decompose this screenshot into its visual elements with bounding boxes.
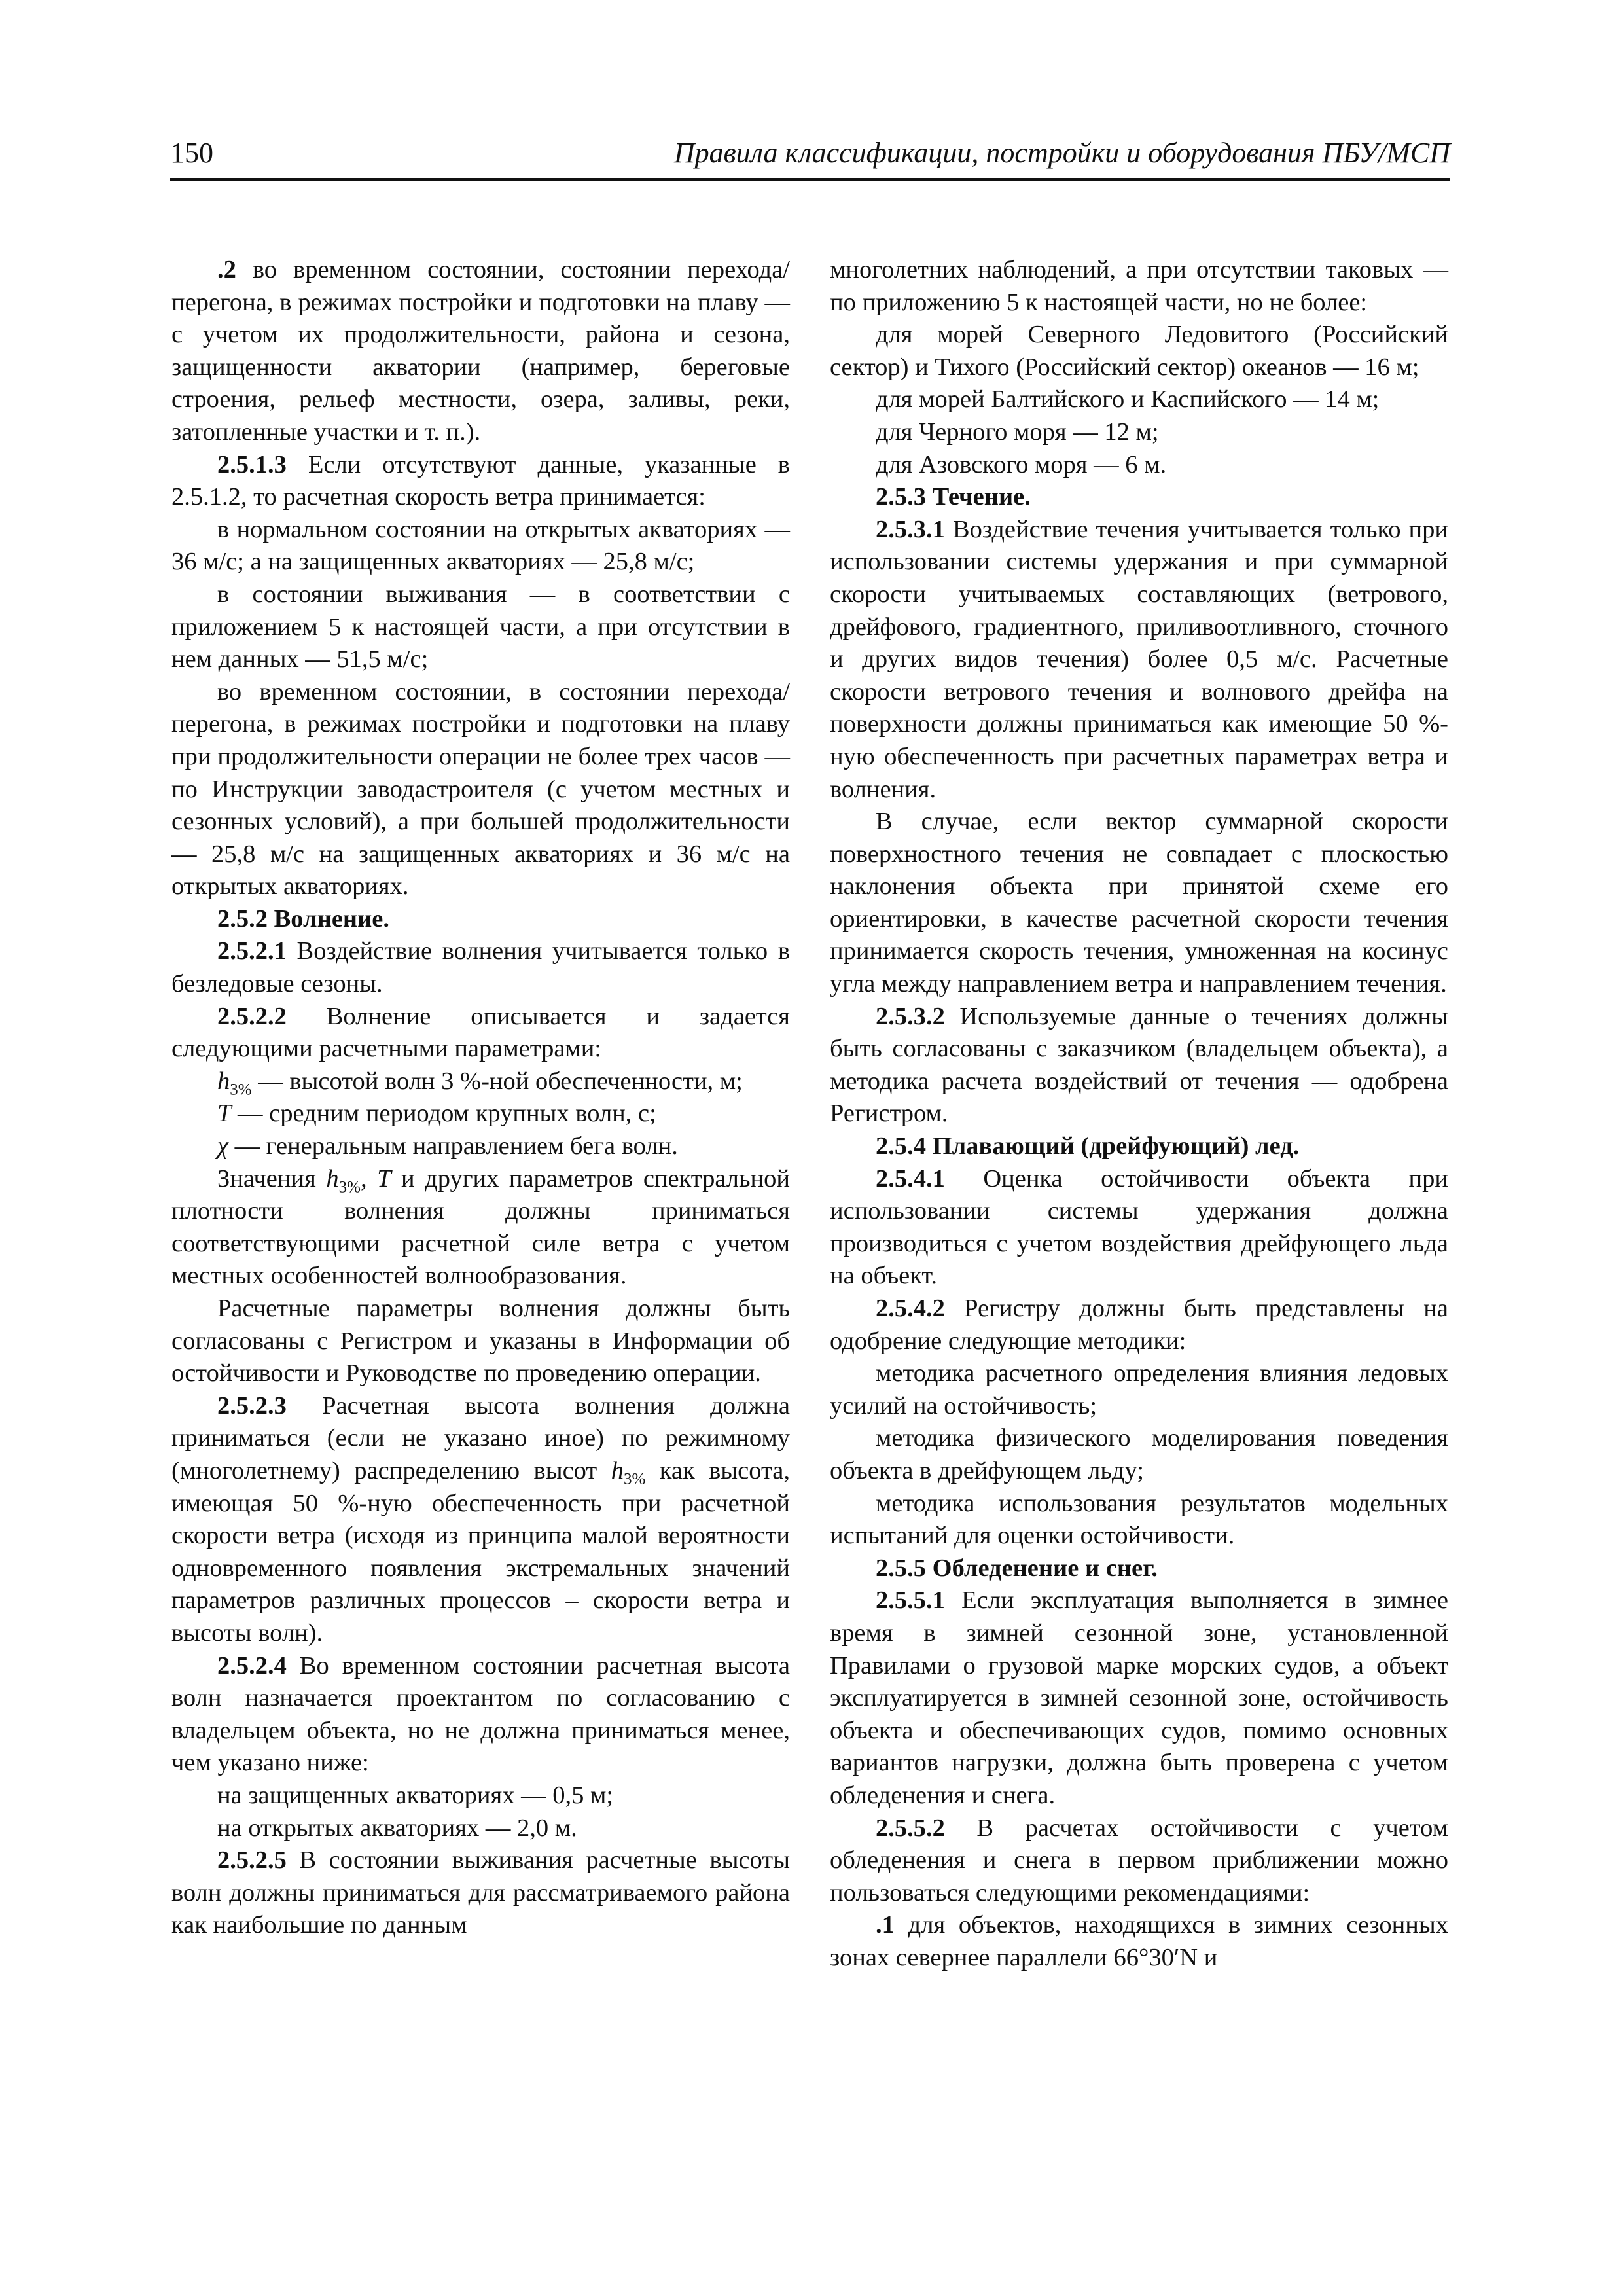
paragraph: в нормальном состоянии на открытых акваториях — 36 м/с; а на защищенных акваториях — 25,8 м/с;	[171, 515, 790, 576]
list-item: методика физического моделирования поведения объекта в дрейфующем льду;	[830, 1424, 1448, 1484]
list-item: для морей Балтийского и Каспийского — 14 м;	[876, 386, 1380, 414]
paragraph: во временном состоянии, в состоянии перехода/перегона, в режимах постройки и подготовки на плаву при продолжительности операции не более трех часов — по Инструкции заводастроителя (с учетом местных и сезонных условий), а при большей продолжительности — 25,8 м/с на защищенных акваториях и 36 м/с на открытых акваториях.	[171, 677, 790, 901]
paragraph: 2.5.1.3 Если отсутствуют данные, указанные в 2.5.1.2, то расчетная скорость ветра принимается:	[171, 450, 790, 511]
paragraph: 2.5.2.4 Во временном состоянии расчетная высота волн назначается проектантом по согласованию с владельцем объекта, но не должна приниматься менее, чем указано ниже:	[171, 1651, 790, 1777]
page-number: 150	[170, 137, 213, 169]
paragraph: 2.5.2.2 Волнение описывается и задается следующими расчетными параметрами:	[171, 1002, 790, 1063]
section-heading: 2.5.4 Плавающий (дрейфующий) лед.	[876, 1132, 1300, 1160]
section-heading: 2.5.3 Течение.	[876, 483, 1031, 511]
paragraph: в состоянии выживания — в соответствии с приложением 5 к настоящей части, а при отсутствии в нем данных — 51,5 м/с;	[171, 580, 790, 673]
paragraph: 2.5.3.2 Используемые данные о течениях должны быть согласованы с заказчиком (владельцем объекта), а методика расчета воздействий от течения — одобрена Регистром.	[830, 1002, 1448, 1128]
paragraph: В случае, если вектор суммарной скорости поверхностного течения не совпадает с плоскостью наклонения объекта при принятой схеме его ориентировки, в качестве расчетной скорости течения принимается скорость течения, умноженная на косинус угла между направлением ветра и направлением течения.	[830, 808, 1448, 998]
list-item: для морей Северного Ледовитого (Российский сектор) и Тихого (Российский сектор) океанов — 16 м;	[830, 321, 1448, 381]
left-column	[171, 254, 790, 1942]
paragraph: 2.5.2.1 Воздействие волнения учитывается только в безледовые сезоны.	[171, 937, 790, 998]
paragraph: 2.5.4.2 Регистру должны быть представлены на одобрение следующие методики:	[830, 1295, 1448, 1355]
list-item: на открытых акваториях — 2,0 м.	[217, 1814, 577, 1842]
paragraph: 2.5.4.1 Оценка остойчивости объекта при использовании системы удержания должна производиться с учетом воздействия дрейфующего льда на объект.	[830, 1164, 1448, 1290]
paragraph: 2.5.5.1 Если эксплуатация выполняется в зимнее время в зимней сезонной зоне, установленной Правилами о грузовой марке морских судов, а объект эксплуатируется в зимней сезонной зоне, остойчивость объекта и обеспечивающих судов, помимо основных вариантов нагрузки, должна быть проверена с учетом обледенения и снега.	[830, 1587, 1448, 1809]
paragraph: 2.5.3.1 Воздействие течения учитывается только при использовании системы удержания и при суммарной скорости учитываемых составляющих (ветрового, дрейфового, градиентного, приливоотливного, сточного и других видов течения) более 0,5 м/с. Расчетные скорости ветрового течения и волнового дрейфа на поверхности должны приниматься как имеющие 50 %-ную обеспеченность при расчетных параметрах ветра и волнения.	[830, 515, 1448, 803]
list-item: методика использования результатов модельных испытаний для оценки остойчивости.	[830, 1489, 1448, 1550]
parameter-definition: T — средним периодом крупных волн, с;	[217, 1100, 656, 1128]
section-heading: 2.5.2 Волнение.	[217, 905, 389, 933]
parameter-definition: χ — генеральным направлением бега волн.	[217, 1132, 678, 1160]
section-heading: 2.5.5 Обледенение и снег.	[876, 1554, 1158, 1582]
right-column	[830, 254, 1448, 1974]
paragraph: .1 для объектов, находящихся в зимних сезонных зонах севернее параллели 66°30′N и	[830, 1911, 1448, 1971]
paragraph: 2.5.2.5 В состоянии выживания расчетные высоты волн должны приниматься для рассматриваемого района как наибольшие по данным	[171, 1846, 790, 1939]
list-item: на защищенных акваториях — 0,5 м;	[217, 1781, 614, 1809]
running-title: Правила классификации, постройки и оборудования ПБУ/МСП	[673, 137, 1450, 169]
paragraph: Расчетные параметры волнения должны быть согласованы с Регистром и указаны в Информации об остойчивости и Руководстве по проведению операции.	[171, 1295, 790, 1388]
paragraph: многолетних наблюдений, а при отсутствии таковых — по приложению 5 к настоящей части, но не более:	[830, 256, 1448, 316]
paragraph: .2 во временном состоянии, состоянии перехода/перегона, в режимах постройки и подготовки на плаву — с учетом их продолжительности, района и сезона, защищенности акватории (например, береговые строения, рельеф местности, озера, заливы, реки, затопленные участки и т. п.).	[171, 256, 790, 446]
paragraph: Значения $h_{3\%}$, T и других параметров спектральной плотности волнения должны приниматься соответствующими расчетной силе ветра с учетом местных особенностей волнообразования.	[171, 1164, 791, 1290]
list-item: для Черного моря — 12 м;	[876, 418, 1159, 446]
list-item: методика расчетного определения влияния ледовых усилий на остойчивость;	[830, 1359, 1448, 1420]
paragraph: 2.5.2.3 Расчетная высота волнения должна приниматься (если не указано иное) по режимному (многолетнему) распределению высот $h_{3\%}$ как высота, имеющая 50 %-ную обеспеченность при расчетной скорости ветра (исходя из принципа малой вероятности одновременного появления экстремальных значений параметров различных процессов – скорости ветра и высоты волн).	[171, 1391, 790, 1647]
parameter-definition: $h_{3\%}$ — высотой волн 3 %-ной обеспеченности, м;	[217, 1067, 743, 1099]
page-header	[170, 132, 1450, 181]
paragraph: 2.5.5.2 В расчетах остойчивости с учетом обледенения и снега в первом приближении можно пользоваться следующими рекомендациями:	[830, 1814, 1448, 1907]
list-item: для Азовского моря — 6 м.	[876, 450, 1167, 478]
